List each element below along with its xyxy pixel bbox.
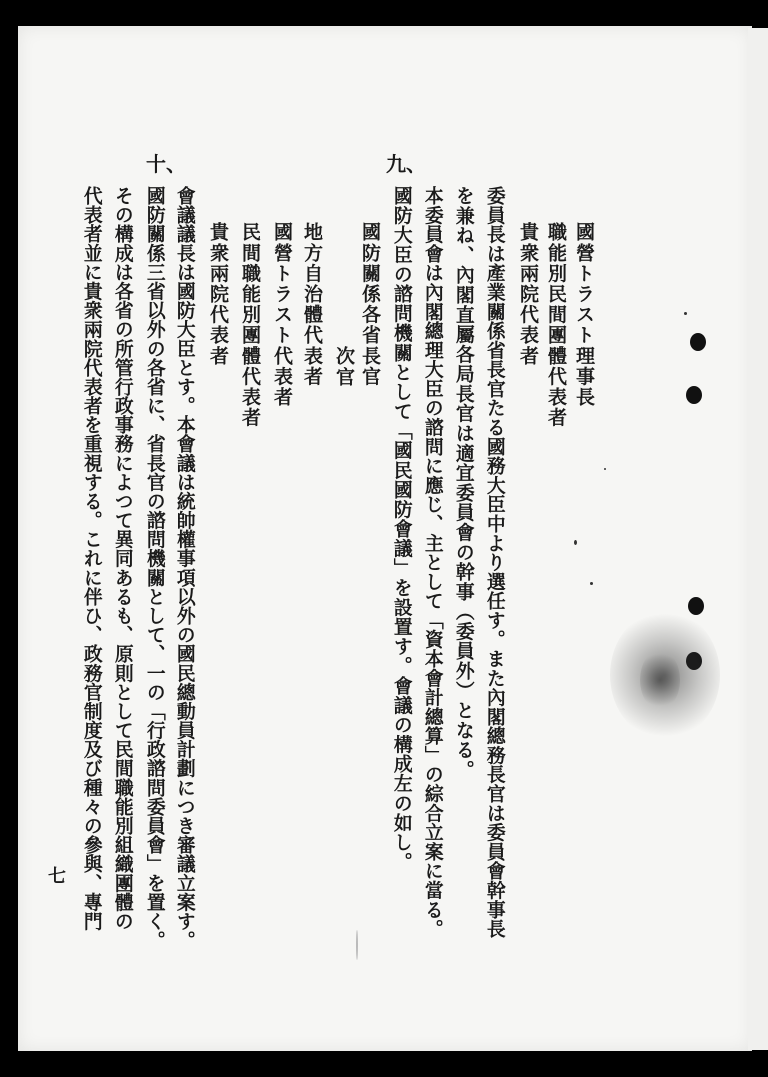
speck-mark <box>590 582 593 585</box>
text-line-composition: その構成は各省の所管行政事務によつて異同あるも、原則として民間職能別組織團體の <box>111 186 134 931</box>
text-line-diet-members: 貴衆兩院代表者 <box>207 222 229 367</box>
punch-hole-icon <box>690 333 706 351</box>
text-line-representatives: 代表者並に貴衆兩院代表者を重視する。これに伴ひ、政務官制度及び種々の參與、專門 <box>80 186 103 931</box>
page-number: 七 <box>48 866 66 887</box>
punch-hole-icon <box>686 386 702 404</box>
text-line-functional-groups: 職能別民間團體代表者 <box>545 222 567 428</box>
speck-mark <box>604 468 606 470</box>
text-line-council-chair: 會議議長は國防大臣とす。本會議は統帥權事項以外の國民總動員計劃につき審議立案す。 <box>173 186 196 950</box>
text-line-diet-representatives: 貴衆兩院代表者 <box>517 222 539 367</box>
text-line-local-government: 地方自治體代表者 <box>301 222 323 387</box>
item-marker-nine: 九、 <box>386 152 426 176</box>
text-line-advisory-committee: 國防關係三省以外の各省に、省長官の諮問機關として、一の「行政諮問委員會」を置く。 <box>143 186 166 950</box>
text-line-trust-chairman: 國營トラスト理事長 <box>573 222 595 408</box>
text-line-secretary: を兼ね、內閣直屬各局長官は適宜委員會の幹事（委員外）となる。 <box>452 186 475 780</box>
text-line-functional-organizations: 民間職能別團體代表者 <box>239 222 261 428</box>
page-edge <box>748 28 768 1050</box>
speck-mark <box>684 312 687 315</box>
text-line-vice-ministers: 次官 <box>333 346 355 388</box>
text-line-chairman-selection: 委員長は產業關係省長官たる國務大臣中より選任す。また內閣總務長官は委員會幹事長 <box>483 186 506 939</box>
text-line-trust-representatives: 國營トラスト代表者 <box>271 222 293 408</box>
speck-mark <box>356 930 358 960</box>
punch-hole-icon <box>688 597 704 615</box>
speck-mark <box>574 540 577 545</box>
text-line-defense-ministers: 國防關係各省長官 <box>359 222 381 387</box>
item-marker-ten: 十、 <box>146 152 186 176</box>
text-line-committee-role: 本委員會は內閣總理大臣の諮問に應じ、主として「資本會計總算」の綜合立案に當る。 <box>421 186 444 939</box>
text-line-national-defense-council: 國防大臣の諮問機關として「國民國防會議」を設置す。會議の構成左の如し。 <box>390 186 413 872</box>
stain-mark <box>640 650 680 710</box>
